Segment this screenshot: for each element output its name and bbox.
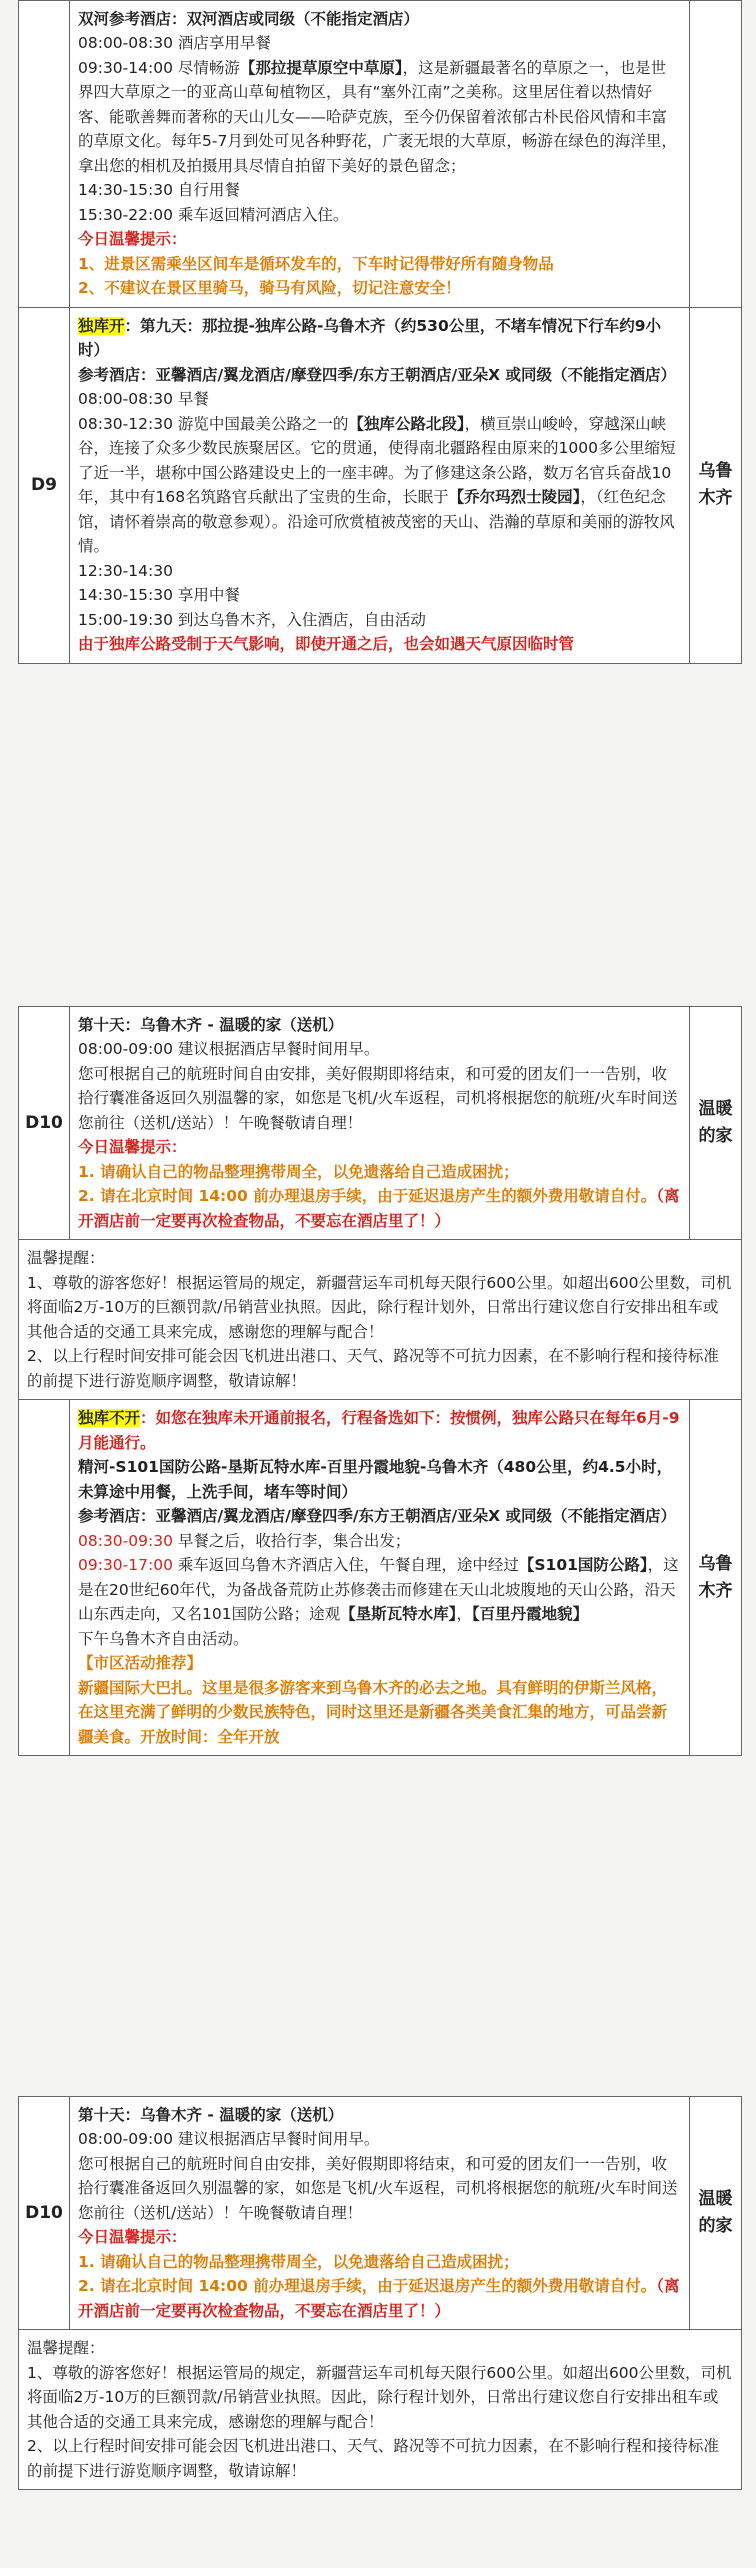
time-line: 08:30-09:30 早餐之后，收拾行李，集合出发； (78, 1531, 411, 1550)
route-line: 精河-S101国防公路-垦斯瓦特水库-百里丹霞地貌-乌鲁木齐（480公里，约4.5小时，未算途中用餐，上洗手间，堵车等时间） (78, 1458, 673, 1501)
itinerary-table-1 (18, 0, 742, 664)
notice-item: 2、以上行程时间安排可能会因飞机进出港口、天气、路况等不可抗力因素，在不影响行程和接待标准的前提下进行游览顺序调整，敬请谅解！ (27, 1347, 719, 1390)
city-label: 温暖的家 (689, 2097, 741, 2329)
time-line: 09:30-17:00 乘车返回乌鲁木齐酒店入住，午餐自理，途中经过【S101国防公路】，这是在20世纪60年代，为备战备荒防止苏修袭击而修建在天山北坡腹地的天山公路，沿天山东西走向，又名101国防公路；途观【垦斯瓦特水库】，【百里丹霞地貌】 (78, 1556, 679, 1624)
notice-item: 1、尊敬的游客您好！根据运管局的规定，新疆营运车司机每天限行600公里。如超出600公里数，司机将面临2万-10万的巨额罚款/吊销营业执照。因此，除行程计划外，日常出行建议您自行安排出租车或其他合适的交通工具来完成，感谢您的理解与配合！ (27, 1273, 732, 1341)
day-label: D9 (19, 308, 70, 663)
notice-item: 2、以上行程时间安排可能会因飞机进出港口、天气、路况等不可抗力因素，在不影响行程和接待标准的前提下进行游览顺序调整，敬请谅解！ (27, 2437, 719, 2480)
day8-content (70, 1, 689, 307)
itinerary-table-3 (18, 2096, 742, 2490)
tip-item: 2. 请在北京时间 14:00 前办理退房手续，由于延迟退房产生的额外费用敬请自付。（离开酒店前一定要再次检查物品，不要忘在酒店里了！） (78, 1187, 680, 1230)
city-label: 乌鲁木齐 (689, 308, 741, 663)
day9-row (19, 308, 741, 663)
road-open-badge: 独库开 (78, 316, 125, 335)
time-line: 09:30-14:00 尽情畅游【那拉提草原空中草原】，这是新疆最著名的草原之一，也是世界四大草原之一的亚高山草甸植物区，具有“塞外江南”之美称。这里居住着以热情好客、能歌善舞而著称的天山儿女——哈萨克族，至今仍保留着浓郁古朴民俗风情和丰富的草原文化。每年5-7月到处可见各种野花，广袤无垠的大草原，畅游在绿色的海洋里，拿出您的相机及拍摄用具尽情自拍留下美好的景色留念； (78, 58, 677, 175)
hotel-line: 双河参考酒店：双河酒店或同级（不能指定酒店） (78, 10, 420, 28)
day-label: D10 (19, 2097, 70, 2329)
notice-item: 1、尊敬的游客您好！根据运管局的规定，新疆营运车司机每天限行600公里。如超出600公里数，司机将面临2万-10万的巨额罚款/吊销营业执照。因此，除行程计划外，日常出行建议您自行安排出租车或其他合适的交通工具来完成，感谢您的理解与配合！ (27, 2363, 732, 2431)
day-cell-empty (19, 1400, 70, 1755)
road-closed-row (19, 1400, 741, 1755)
tip-title: 今日温馨提示： (78, 2228, 187, 2247)
time-line: 08:00-08:30 早餐 (78, 390, 209, 409)
city-label: 乌鲁木齐 (689, 1400, 741, 1755)
tip-item: 1. 请确认自己的物品整理携带周全，以免遗落给自己造成困扰； (78, 1162, 519, 1181)
city-cell-empty (689, 1, 741, 307)
day9-content (70, 308, 689, 663)
time-line: 12:30-14:30 (78, 561, 173, 580)
day10-row (19, 1007, 741, 1240)
tip-item: 1. 请确认自己的物品整理携带周全，以免遗落给自己造成困扰； (78, 2252, 519, 2271)
time-line: 08:00-09:00 建议根据酒店早餐时间用早。 (78, 1040, 380, 1059)
day-heading: 独库开：第九天：那拉提-独库公路-乌鲁木齐（约530公里，不堵车情况下行车约9小时） (78, 316, 662, 360)
day-description: 您可根据自己的航班时间自由安排，美好假期即将结束，和可爱的团友们一一告别，收拾行囊准备返回久别温馨的家，如您是飞机/火车返程，司机将根据您的航班/火车时间送您前往（送机/送站）！午晚餐敬请自理！ (78, 2154, 678, 2222)
time-line: 14:30-15:30 享用中餐 (78, 586, 240, 605)
day10-content (70, 2097, 689, 2329)
day-heading: 第十天：乌鲁木齐 - 温暖的家（送机） (78, 1016, 344, 1034)
recommendation-text: 新疆国际大巴扎。这里是很多游客来到乌鲁木齐的必去之地。具有鲜明的伊斯兰风格，在这里充满了鲜明的少数民族特色，同时这里还是新疆各类美食汇集的地方，可品尝新疆美食。开放时间：全年开放 (78, 1678, 668, 1746)
notice-title: 温馨提醒： (27, 2339, 105, 2358)
tip-item: 2、不建议在景区里骑马，骑马有风险，切记注意安全！ (78, 279, 461, 298)
day10-content (70, 1007, 689, 1239)
hotel-line: 参考酒店：亚馨酒店/翼龙酒店/摩登四季/东方王朝酒店/亚朵X 或同级（不能指定酒店） (78, 365, 676, 384)
tip-item: 2. 请在北京时间 14:00 前办理退房手续，由于延迟退房产生的额外费用敬请自付。（离开酒店前一定要再次检查物品，不要忘在酒店里了！） (78, 2277, 680, 2320)
time-line: 08:00-08:30 酒店享用早餐 (78, 34, 271, 53)
time-line: 08:00-09:00 建议根据酒店早餐时间用早。 (78, 2130, 380, 2149)
tip-title: 今日温馨提示： (78, 230, 187, 249)
time-line: 14:30-15:30 自行用餐 (78, 181, 240, 200)
time-line: 08:30-12:30 游览中国最美公路之一的【独库公路北段】，横亘崇山峻岭，穿越深山峡谷，连接了众多少数民族聚居区。它的贯通，使得南北疆路程由原来的1000多公里缩短了近一半，堪称中国公路建设史上的一座丰碑。为了修建这条公路，数万名官兵奋战10年，其中有168名筑路官兵献出了宝贵的生命，长眠于【乔尔玛烈士陵园】，（红色纪念馆，请怀着崇高的敬意参观）。沿途可欣赏植被茂密的天山、浩瀚的草原和美丽的游牧风情。 (78, 414, 676, 556)
notice-row (19, 1240, 741, 1400)
weather-warning: 由于独库公路受制于天气影响，即使开通之后，也会如遇天气原因临时管 (78, 635, 575, 654)
time-line: 下午乌鲁木齐自由活动。 (78, 1629, 249, 1648)
hotel-line: 参考酒店：亚馨酒店/翼龙酒店/摩登四季/东方王朝酒店/亚朵X 或同级（不能指定酒店） (78, 1507, 676, 1526)
day-cell-empty (19, 1, 70, 307)
road-closed-content (70, 1400, 689, 1755)
day8-continued-row (19, 1, 741, 308)
notice-title: 温馨提醒： (27, 1249, 105, 1268)
tip-item: 1、进景区需乘坐区间车是循环发车的，下车时记得带好所有随身物品 (78, 254, 554, 273)
city-label: 温暖的家 (689, 1007, 741, 1239)
time-line: 15:00-19:30 到达乌鲁木齐，入住酒店，自由活动 (78, 610, 426, 629)
recommendation-title: 【市区活动推荐】 (78, 1654, 203, 1673)
itinerary-table-2 (18, 1006, 742, 1756)
day-heading: 独库不开：如您在独库未开通前报名，行程备选如下：按惯例，独库公路只在每年6月-9月能通行。 (78, 1409, 680, 1452)
time-line: 15:30-22:00 乘车返回精河酒店入住。 (78, 205, 349, 224)
day-heading: 第十天：乌鲁木齐 - 温暖的家（送机） (78, 2106, 344, 2124)
notice-row (19, 2330, 741, 2489)
road-closed-badge: 独库不开 (78, 1409, 141, 1428)
tip-title: 今日温馨提示： (78, 1138, 187, 1157)
day-description: 您可根据自己的航班时间自由安排，美好假期即将结束，和可爱的团友们一一告别，收拾行囊准备返回久别温馨的家，如您是飞机/火车返程，司机将根据您的航班/火车时间送您前往（送机/送站）！午晚餐敬请自理！ (78, 1064, 678, 1132)
day10-row (19, 2097, 741, 2330)
day-label: D10 (19, 1007, 70, 1239)
